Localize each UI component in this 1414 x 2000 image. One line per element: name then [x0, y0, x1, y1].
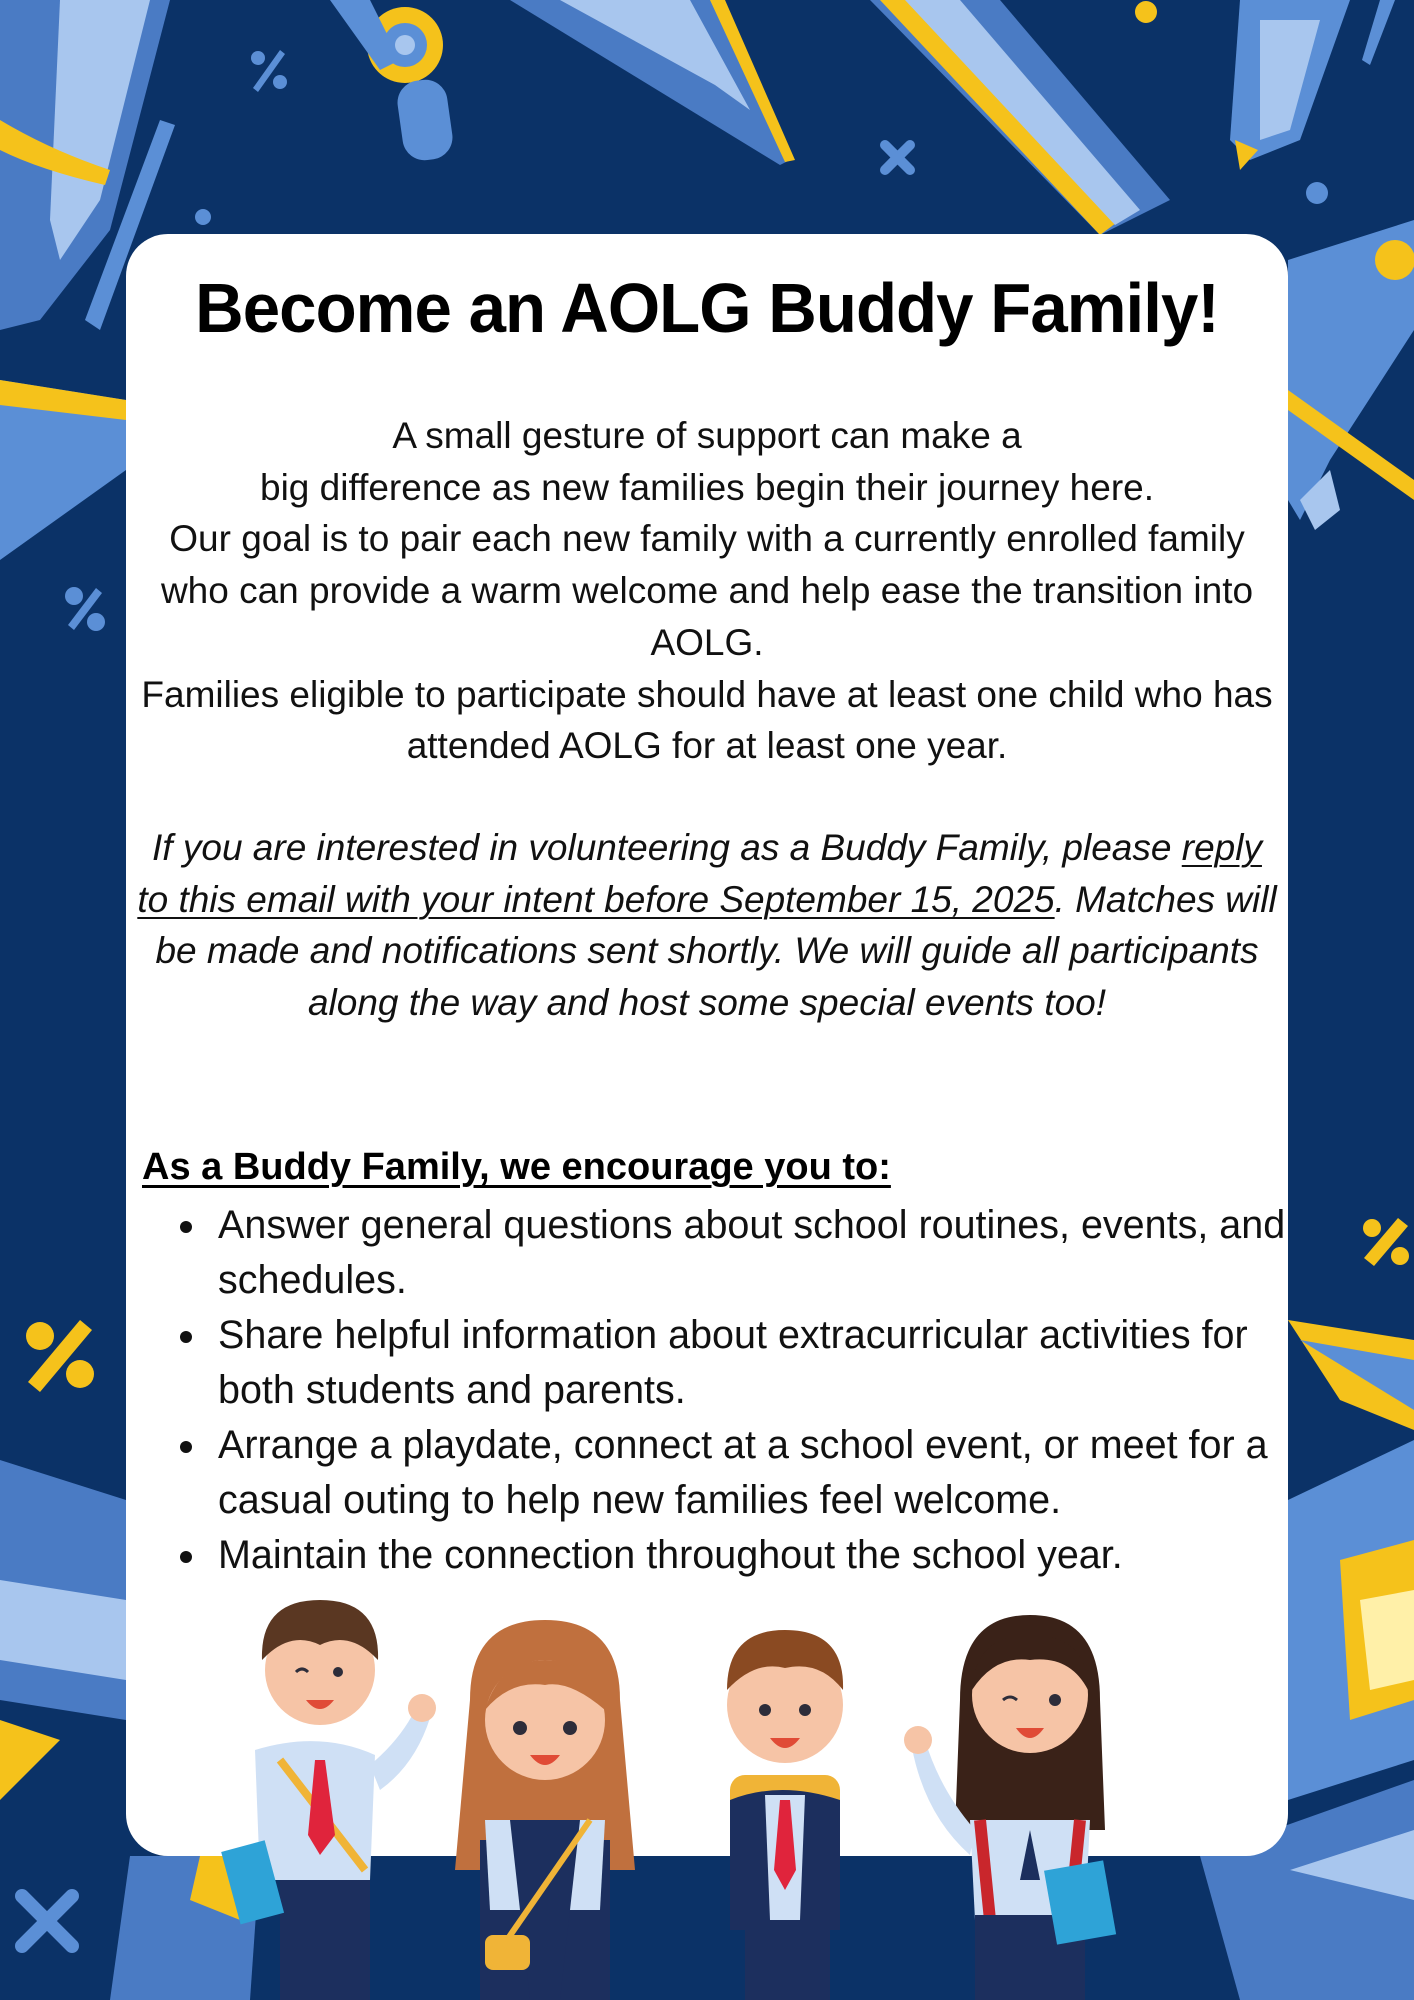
intro-paragraph-eligibility: Families eligible to participate should have at least one child who has attended AOLG for at least one year. — [141, 673, 1273, 767]
boy-backpack-figure — [727, 1630, 843, 2000]
page-title: Become an AOLG Buddy Family! — [195, 269, 1219, 347]
encourage-heading: As a Buddy Family, we encourage you to: — [142, 1146, 891, 1188]
list-item: • Maintain the connection throughout the school year. — [210, 1528, 1320, 1583]
encourage-list — [170, 1198, 1320, 1583]
intro-paragraph-goal: Our goal is to pair each new family with a currently enrolled family who can provide a warm welcome and help ease the transition into AOLG. — [160, 518, 1254, 663]
girl-waving-figure — [904, 1615, 1116, 2000]
girl-figure — [455, 1620, 635, 2000]
list-item: • Arrange a playdate, connect at a school event, or meet for a casual outing to help new families feel welcome. — [210, 1418, 1320, 1528]
intro-section — [140, 410, 1274, 772]
reply-instruction-link: reply to this email with your intent before September 15, 2025 — [137, 827, 1262, 920]
volunteer-callout — [132, 822, 1282, 1029]
callout-tail: . Matches will be made and notifications sent shortly. We will guide all participants along the way and host some special events too! — [155, 878, 1277, 1024]
list-item: • Answer general questions about school routines, events, and schedules. — [210, 1198, 1320, 1308]
school-children-illustration — [200, 1590, 1200, 2000]
list-item: • Share helpful information about extracurricular activities for both students and parents. — [210, 1308, 1320, 1418]
callout-lead: If you are interested in volunteering as a Buddy Family, please — [152, 827, 1182, 868]
boy-waving-figure — [221, 1600, 436, 2000]
intro-line: big difference as new families begin their journey here. — [260, 466, 1154, 508]
intro-line: A small gesture of support can make a — [392, 415, 1022, 456]
